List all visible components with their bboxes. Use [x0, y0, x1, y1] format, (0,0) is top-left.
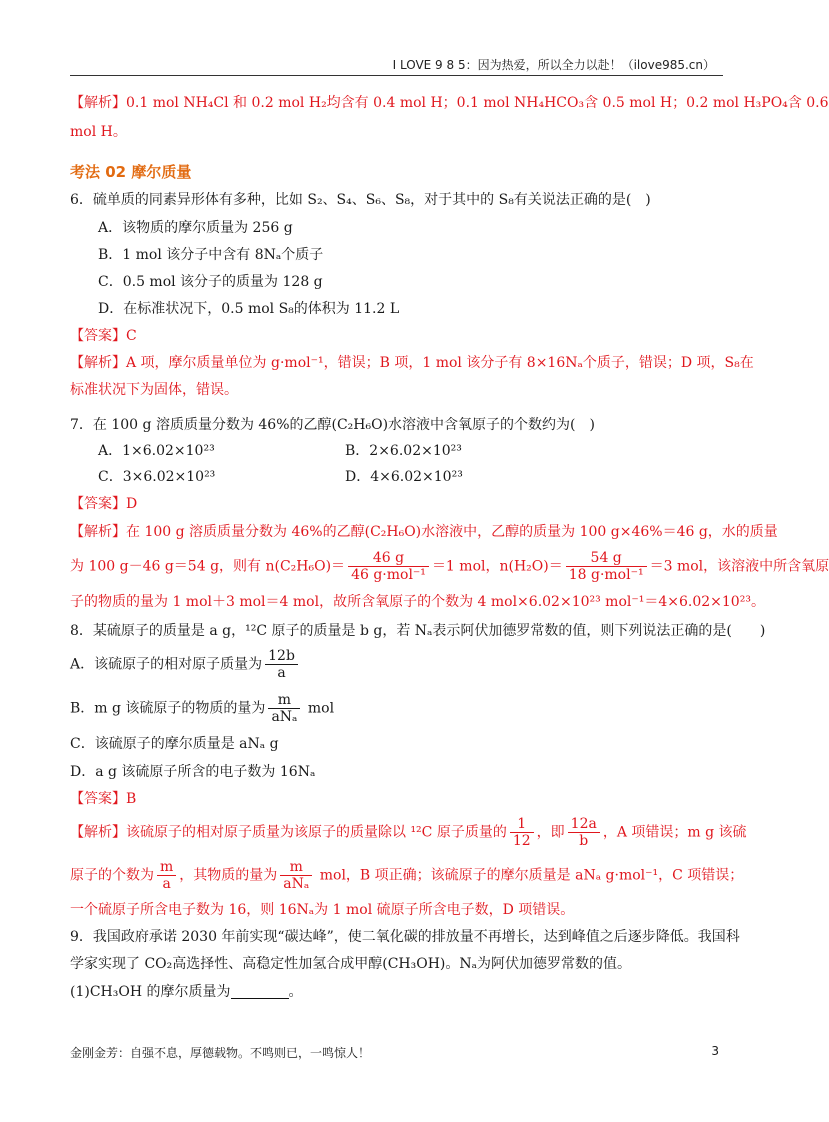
q7-stem: 7．在 100 g 溶质质量分数为 46%的乙醇(C₂H₆O)水溶液中含氧原子的个数约为( ) [70, 417, 595, 433]
q8-stem: 8．某硫原子的质量是 a g，¹²C 原子的质量是 b g，若 Nₐ表示阿伏加德罗常数的值，则下列说法正确的是( ) [70, 623, 766, 639]
q8-answer: 【答案】B [70, 791, 137, 807]
q6-option-b: B．1 mol 该分子中含有 8Nₐ个质子 [98, 247, 324, 263]
header-divider [70, 75, 723, 76]
q7-analysis-text-b: ＝1 mol，n(H₂O)＝ [431, 558, 563, 575]
q6-analysis-line2: 标准状况下为固体，错误。 [70, 382, 238, 398]
q7-option-d: D．4×6.02×10²³ [345, 469, 463, 485]
section-title: 考法 02 摩尔质量 [70, 163, 192, 181]
q7-option-c: C．3×6.02×10²³ [98, 469, 216, 485]
q9-sub1-end: 。 [288, 984, 303, 1000]
q8-an1-f2-denominator: b [579, 833, 589, 849]
q6-option-c: C．0.5 mol 该分子的质量为 128 g [98, 274, 323, 290]
q8-option-a-fraction [265, 648, 298, 681]
q8-an1-f1-denominator: 12 [512, 833, 531, 849]
q7-frac1-denominator: 46 g·mol⁻¹ [351, 567, 426, 583]
q7-analysis-text-c: ＝3 mol，该溶液中所含氧原 [649, 558, 829, 575]
q8-analysis-text-b: ，即 [536, 824, 565, 841]
q6-option-d: D．在标准状况下，0.5 mol S₈的体积为 11.2 L [98, 301, 400, 317]
q8-analysis2-text-c: mol，B 项正确；该硫原子的摩尔质量是 aNₐ g·mol⁻¹，C 项错误； [319, 867, 744, 884]
q7-frac2-denominator: 18 g·mol⁻¹ [568, 567, 644, 583]
q8-analysis2-text-a: 原子的个数为 [70, 867, 154, 884]
q7-analysis-text-a: 为 100 g－46 g＝54 g，则有 n(C₂H₆O)＝ [70, 558, 346, 575]
q8-option-b-fraction [268, 692, 300, 725]
q8-an2-f2-denominator: aNₐ [283, 876, 310, 892]
q8-option-a-text: A．该硫原子的相对原子质量为 [70, 656, 263, 673]
analysis-prev-line1: 【解析】0.1 mol NH₄Cl 和 0.2 mol H₂均含有 0.4 mol H；0.1 mol NH₄HCO₃含 0.5 mol H；0.2 mol H₃PO₄含 0.6 [70, 95, 829, 111]
q8-analysis-line1 [70, 816, 747, 849]
q6-stem: 6．硫单质的同素异形体有多种，比如 S₂、S₄、S₆、S₈，对于其中的 S₈有关说法正确的是( ) [70, 192, 651, 208]
q9-stem-line2: 学家实现了 CO₂高选择性、高稳定性加氢合成甲醇(CH₃OH)。Nₐ为阿伏加德罗常数的值。 [70, 956, 632, 972]
analysis-prev-line2: mol H。 [70, 124, 127, 140]
q7-fraction-ethanol [348, 550, 429, 583]
q8-an1-f2-numerator: 12a [568, 816, 600, 833]
q7-frac2-numerator: 54 g [566, 550, 647, 567]
q8-option-a [70, 648, 301, 681]
q9-stem-line1: 9．我国政府承诺 2030 年前实现“碳达峰”，使二氧化碳的排放量不再增长，达到峰值之后逐步降低。我国科 [70, 929, 740, 945]
q9-answer-blank[interactable] [231, 984, 289, 999]
q7-frac1-numerator: 46 g [348, 550, 429, 567]
q8-analysis-fraction-12a-b [568, 816, 600, 849]
q8-analysis-fraction-m-a [157, 859, 176, 892]
q8-analysis-line3: 一个硫原子所含电子数为 16，则 16Nₐ为 1 mol 硫原子所含电子数，D 项错误。 [70, 902, 575, 918]
q8-b-numerator: m [268, 692, 300, 709]
q8-option-c: C．该硫原子的摩尔质量是 aNₐ g [70, 736, 279, 752]
q8-a-denominator: a [277, 665, 286, 681]
q7-analysis-line1: 【解析】在 100 g 溶质质量分数为 46%的乙醇(C₂H₆O)水溶液中，乙醇的质量为 100 g×46%＝46 g，水的质量 [70, 524, 778, 540]
q8-a-numerator: 12b [265, 648, 298, 665]
q7-option-a: A．1×6.02×10²³ [98, 443, 215, 459]
q7-analysis-line3: 子的物质的量为 1 mol＋3 mol＝4 mol，故所含氧原子的个数为 4 mol×6.02×10²³ mol⁻¹＝4×6.02×10²³。 [70, 594, 765, 610]
q6-answer: 【答案】C [70, 328, 137, 344]
footer-motto: 金刚金芳：自强不息，厚德载物。不鸣则已，一鸣惊人！ [70, 1046, 371, 1060]
q8-option-d: D．a g 该硫原子所含的电子数为 16Nₐ [70, 764, 316, 780]
q8-an2-f1-denominator: a [162, 876, 171, 892]
q7-option-b: B．2×6.02×10²³ [345, 443, 462, 459]
q8-option-b-unit: mol [307, 700, 335, 717]
q7-analysis-line2 [70, 550, 829, 583]
q9-subquestion-1 [70, 982, 303, 1002]
q7-fraction-water [566, 550, 647, 583]
q8-an1-f1-numerator: 1 [510, 816, 534, 833]
q8-option-b [70, 692, 334, 725]
q8-an2-f2-numerator: m [280, 859, 312, 876]
q8-analysis-line2 [70, 859, 743, 892]
q8-option-b-text: B．m g 该硫原子的物质的量为 [70, 700, 266, 717]
page-header: I LOVE 9 8 5：因为热爱，所以全力以赴！（ilove985.cn） [392, 58, 715, 72]
q6-analysis-line1: 【解析】A 项，摩尔质量单位为 g·mol⁻¹，错误；B 项，1 mol 该分子有 8×16Nₐ个质子，错误；D 项，S₈在 [70, 355, 754, 371]
q8-analysis-fraction-twelfth [510, 816, 534, 849]
q8-analysis-text-c: ，A 项错误；m g 该硫 [602, 824, 747, 841]
q6-option-a: A．该物质的摩尔质量为 256 g [98, 220, 293, 236]
q8-analysis-text-a: 【解析】该硫原子的相对原子质量为该原子的质量除以 ¹²C 原子质量的 [70, 824, 507, 841]
q8-an2-f1-numerator: m [157, 859, 176, 876]
q8-analysis-fraction-m-aNA [280, 859, 312, 892]
q9-sub1-text: (1)CH₃OH 的摩尔质量为 [70, 984, 231, 1000]
q8-b-denominator: aNₐ [271, 709, 298, 725]
page-number: 3 [711, 1044, 719, 1058]
q7-answer: 【答案】D [70, 496, 138, 512]
q8-analysis2-text-b: ，其物质的量为 [179, 867, 278, 884]
